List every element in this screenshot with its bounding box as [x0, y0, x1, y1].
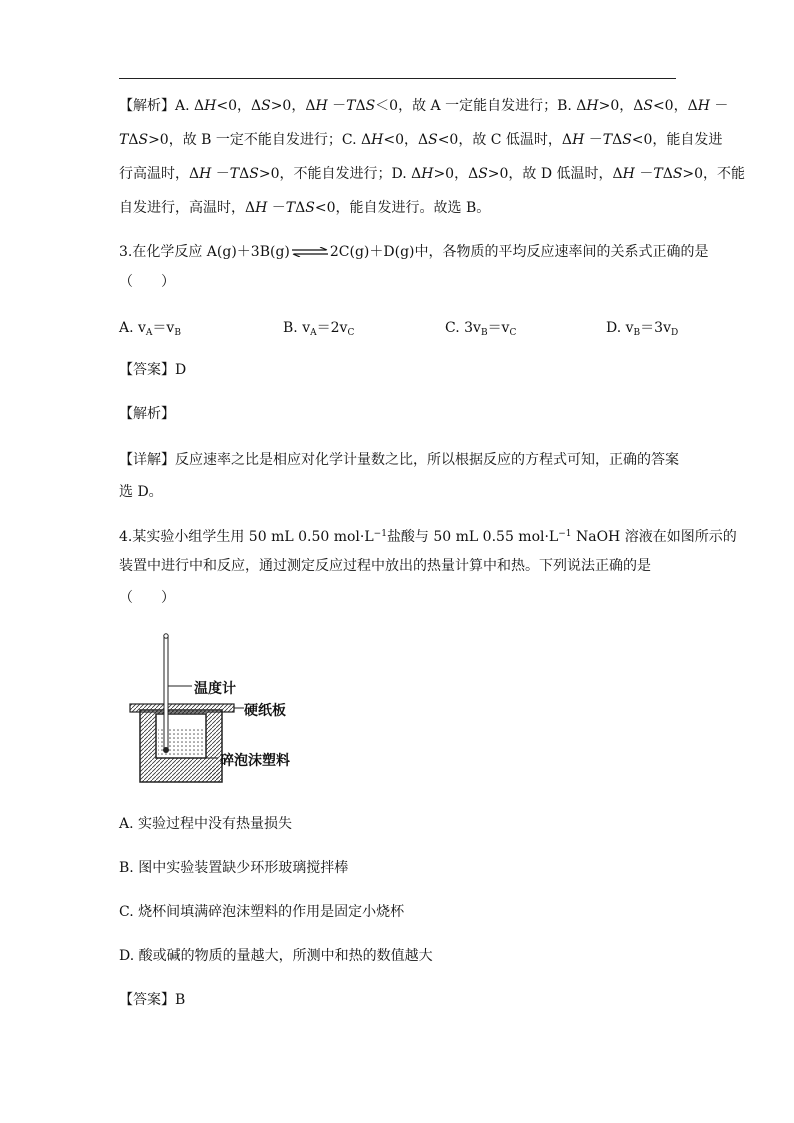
label-foam: 碎泡沫塑料	[220, 753, 290, 769]
thermometer	[164, 636, 168, 750]
q3-analysis-heading: 【解析】	[119, 406, 175, 422]
q3-stem: 3.在化学反应 A(g)＋3B(g) 2C(g)＋D(g)中，各物质的平均反应速率间的关系式正确的是	[119, 244, 709, 260]
q3-detail-line-2: 选 D。	[119, 484, 163, 500]
q3-option-d[interactable]: D. $v_B=3v_D$	[606, 320, 679, 338]
analysis-prev-line-4: 自发进行，高温时，ΔH －TΔS<0，能自发进行。故选 B。	[119, 200, 491, 216]
equilibrium-arrow-icon	[290, 247, 330, 257]
q3-detail-line-1: 【详解】反应速率之比是相应对化学计量数之比，所以根据反应的方程式可知，正确的答案	[119, 452, 679, 468]
label-thermometer: 温度计	[194, 681, 236, 697]
q4-stem-line-1: 4.某实验小组学生用 50 mL 0.50 $mol\cdot L^{-1}$盐酸与 50 mL 0.55 $mol\cdot L^{-1}$ NaOH 溶液在如图所示的	[119, 529, 737, 545]
analysis-prev-line-1: 【解析】A. ΔH<0，ΔS>0，ΔH －TΔS＜0，故 A 一定能自发进行；B. ΔH>0，ΔS<0，ΔH －	[119, 98, 729, 114]
label-cardboard: 硬纸板	[244, 703, 286, 719]
cardboard-lid	[130, 704, 234, 712]
q4-option-c[interactable]: C. 烧杯间填满碎泡沫塑料的作用是固定小烧杯	[119, 904, 405, 920]
q3-answer: 【答案】D	[119, 362, 187, 378]
q3-option-c[interactable]: C. $3v_B=v_C$	[445, 320, 517, 338]
q3-option-a[interactable]: A. $v_A=v_B$	[119, 320, 181, 338]
q4-stem-line-2: 装置中进行中和反应，通过测定反应过程中放出的热量计算中和热。下列说法正确的是	[119, 558, 651, 574]
q4-option-d[interactable]: D. 酸或碱的物质的量越大，所测中和热的数值越大	[119, 948, 433, 964]
q3-paren: （ ）	[119, 274, 175, 290]
header-rule	[119, 78, 676, 79]
q4-answer: 【答案】B	[119, 992, 186, 1008]
q4-option-a[interactable]: A. 实验过程中没有热量损失	[119, 816, 293, 832]
analysis-prev-line-2: TΔS>0，故 B 一定不能自发进行；C. ΔH<0，ΔS<0，故 C 低温时，ΔH －TΔS<0，能自发进	[119, 132, 723, 148]
analysis-prev-line-3: 行高温时，ΔH －TΔS>0，不能自发进行；D. ΔH>0，ΔS>0，故 D 低温时，ΔH －TΔS>0，不能	[119, 166, 746, 182]
q3-option-b[interactable]: B. $v_A=2v_C$	[283, 320, 355, 338]
calorimeter-figure	[120, 632, 300, 792]
q4-option-b[interactable]: B. 图中实验装置缺少环形玻璃搅拌棒	[119, 860, 349, 876]
q4-paren: （ ）	[119, 590, 175, 606]
